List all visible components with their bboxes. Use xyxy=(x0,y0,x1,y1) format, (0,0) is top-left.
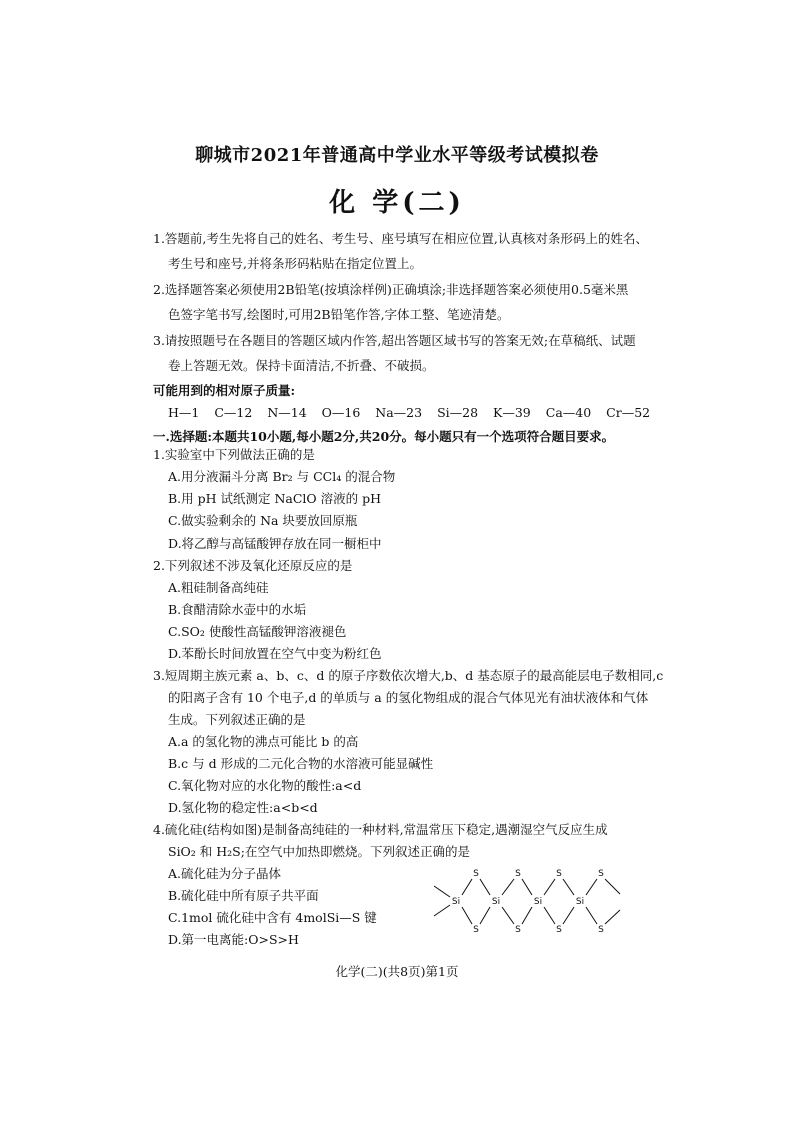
atomic-mass-item: Ca—40 xyxy=(545,405,592,420)
s-atom-label: S xyxy=(556,925,562,935)
question-option: B.食醋清除水壶中的水垢 xyxy=(168,602,307,617)
question-option: A.硫化硅为分子晶体 xyxy=(168,866,282,881)
bond-line xyxy=(434,886,450,897)
si-atom-label: Si xyxy=(451,897,461,907)
bond-line xyxy=(544,879,555,895)
instruction-line: 卷上答题无效。保持卡面清洁,不折叠、不破损。 xyxy=(168,358,435,373)
question-stem: 2.下列叙述不涉及氧化还原反应的是 xyxy=(153,558,353,573)
s-atom-label: S xyxy=(473,869,479,879)
question-option: D.将乙醇与高锰酸钾存放在同一橱柜中 xyxy=(168,536,382,551)
atomic-mass-item: H—1 xyxy=(168,405,200,420)
question-option: D.苯酚长时间放置在空气中变为粉红色 xyxy=(168,646,382,661)
question-option: D.氢化物的稳定性:a<b<d xyxy=(168,800,318,815)
bond-line xyxy=(462,907,472,924)
s-atom-label: S xyxy=(598,869,604,879)
atomic-mass-item: N—14 xyxy=(267,405,307,420)
atomic-mass-item: K—39 xyxy=(493,405,531,420)
bond-line xyxy=(462,879,472,895)
bond-line xyxy=(522,907,532,924)
instruction-line: 色签字笔书写,绘图时,可用2B铅笔作答,字体工整、笔迹清楚。 xyxy=(168,307,510,322)
silicon-sulfide-structure xyxy=(428,866,628,936)
exam-title: 聊城市2021年普通高中学业水平等级考试模拟卷 xyxy=(195,145,599,166)
question-option: A.用分液漏斗分离 Br₂ 与 CCl₄ 的混合物 xyxy=(168,469,396,484)
bond-line xyxy=(563,907,574,924)
section-heading: 一.选择题:本题共10小题,每小题2分,共20分。每小题只有一个选项符合题目要求。 xyxy=(153,429,615,444)
bond-line xyxy=(544,907,555,924)
bond-line xyxy=(522,879,532,895)
bond-line xyxy=(586,879,597,895)
question-option: A.a 的氢化物的沸点可能比 b 的高 xyxy=(168,734,359,749)
bond-line xyxy=(563,879,574,895)
bond-line xyxy=(434,905,450,916)
page-footer: 化学(二)(共8页)第1页 xyxy=(335,964,459,979)
instruction-line: 3.请按照题号在各题目的答题区域内作答,超出答题区域书写的答案无效;在草稿纸、试题 xyxy=(153,333,636,348)
s-atom-label: S xyxy=(556,869,562,879)
atomic-mass-item: O—16 xyxy=(321,405,361,420)
bond-line xyxy=(605,879,620,894)
question-option: C.1mol 硫化硅中含有 4molSi—S 键 xyxy=(168,910,377,925)
instruction-line: 1.答题前,考生先将自己的姓名、考生号、座号填写在相应位置,认真核对条形码上的姓名、 xyxy=(153,231,648,246)
si-atom-label: Si xyxy=(575,897,585,907)
question-stem: 4.硫化硅(结构如图)是制备高纯硅的一种材料,常温常压下稳定,遇潮湿空气反应生成 xyxy=(153,822,608,837)
question-option: B.用 pH 试纸测定 NaClO 溶液的 pH xyxy=(168,491,382,506)
atomic-mass-item: Cr—52 xyxy=(606,405,651,420)
question-stem: 1.实验室中下列做法正确的是 xyxy=(153,447,315,462)
question-stem: 3.短周期主族元素 a、b、c、d 的原子序数依次增大,b、d 基态原子的最高能层电子数相同,c xyxy=(153,668,664,683)
bond-line xyxy=(502,879,514,895)
instruction-line: 考生号和座号,并将条形码粘贴在指定位置上。 xyxy=(168,256,422,271)
question-stem: 的阳离子含有 10 个电子,d 的单质与 a 的氢化物组成的混合气体见光有油状液体和气体 xyxy=(168,690,649,705)
atomic-mass-list xyxy=(168,405,661,421)
question-option: C.SO₂ 使酸性高锰酸钾溶液褪色 xyxy=(168,624,347,639)
question-stem: SiO₂ 和 H₂S;在空气中加热即燃烧。下列叙述正确的是 xyxy=(168,844,470,859)
exam-subject: 化 学(二) xyxy=(329,188,465,218)
question-option: C.做实验剩余的 Na 块要放回原瓶 xyxy=(168,513,358,528)
question-option: B.硫化硅中所有原子共平面 xyxy=(168,888,319,903)
atomic-mass-item: Na—23 xyxy=(375,405,423,420)
bond-line xyxy=(480,879,490,895)
s-atom-label: S xyxy=(473,925,479,935)
question-option: A.粗硅制备高纯硅 xyxy=(168,580,269,595)
si-atom-label: Si xyxy=(491,897,501,907)
bond-line xyxy=(586,907,597,924)
question-option: D.第一电离能:O>S>H xyxy=(168,932,299,947)
instruction-line: 2.选择题答案必须使用2B铅笔(按填涂样例)正确填涂;非选择题答案必须使用0.5毫米黑 xyxy=(153,282,629,297)
atomic-mass-item: C—12 xyxy=(214,405,253,420)
atomic-mass-item: Si—28 xyxy=(437,405,479,420)
bond-line xyxy=(480,907,490,924)
question-option: C.氧化物对应的水化物的酸性:a<d xyxy=(168,778,362,793)
bond-line xyxy=(605,910,620,924)
s-atom-label: S xyxy=(515,925,521,935)
bond-line xyxy=(502,907,514,924)
si-atom-label: Si xyxy=(533,897,543,907)
question-option: B.c 与 d 形成的二元化合物的水溶液可能显碱性 xyxy=(168,756,434,771)
s-atom-label: S xyxy=(598,925,604,935)
s-atom-label: S xyxy=(515,869,521,879)
question-stem: 生成。下列叙述正确的是 xyxy=(168,712,306,727)
atomic-mass-heading: 可能用到的相对原子质量: xyxy=(153,383,296,398)
